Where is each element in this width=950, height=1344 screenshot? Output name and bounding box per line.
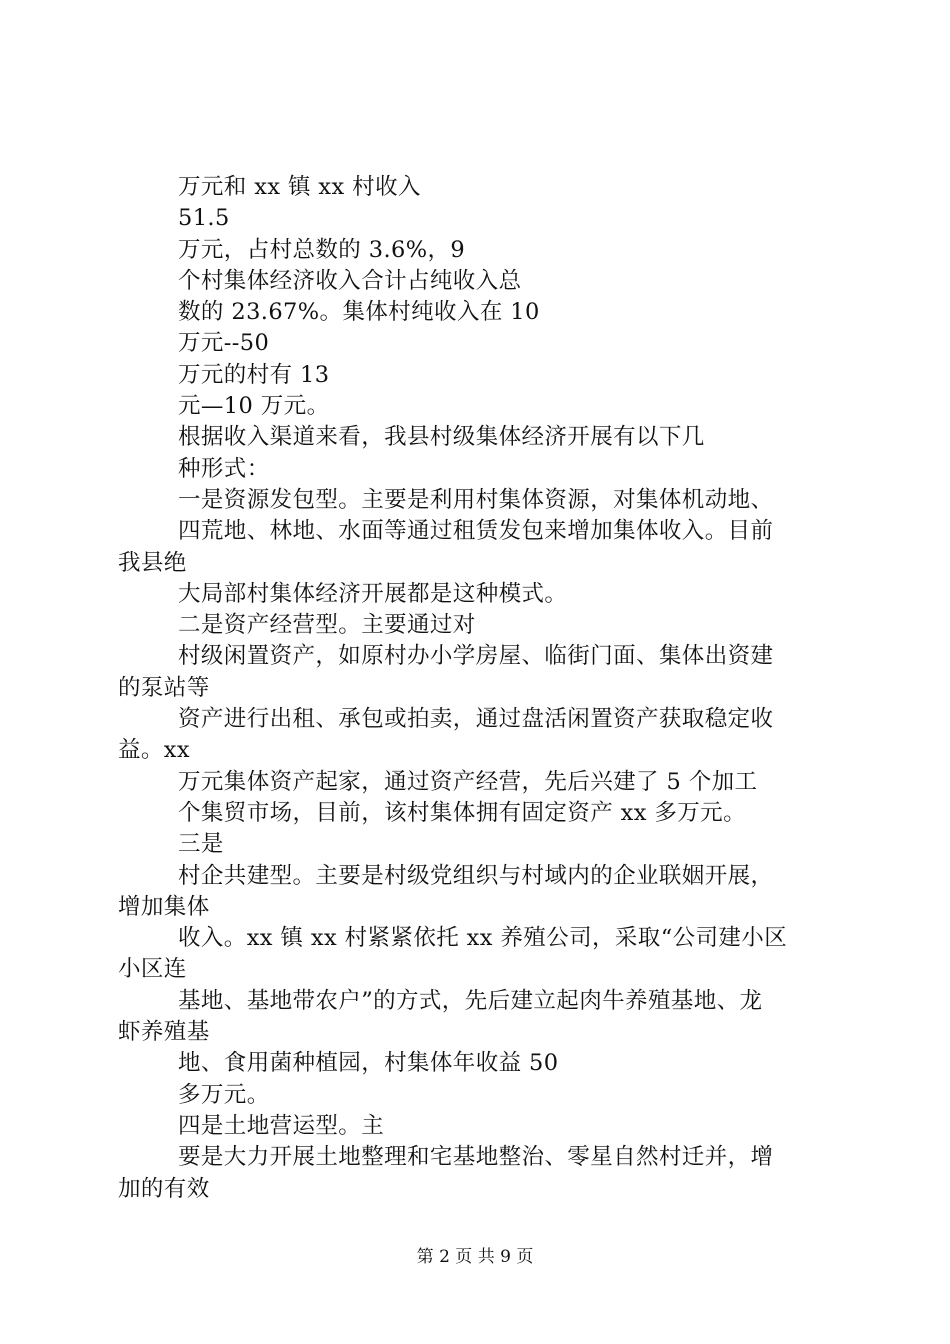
text-line: 个村集体经济收入合计占纯收入总 bbox=[178, 267, 522, 294]
text-line: 的泵站等 bbox=[118, 674, 210, 701]
text-line: 虾养殖基 bbox=[118, 1019, 210, 1046]
text-line: 多万元。 bbox=[178, 1081, 270, 1108]
text-line: 万元的村有 13 bbox=[178, 361, 330, 388]
text-line: 三是 bbox=[178, 831, 224, 858]
text-line: 万元集体资产起家，通过资产经营，先后兴建了 5 个加工 bbox=[178, 768, 758, 795]
text-line: 我县绝 bbox=[118, 549, 187, 576]
text-line: 增加集体 bbox=[118, 893, 210, 920]
text-line: 元—10 万元。 bbox=[178, 393, 330, 420]
text-line: 51.5 bbox=[178, 205, 230, 232]
text-line: 资产进行出租、承包或拍卖，通过盘活闲置资产获取稳定收 bbox=[178, 706, 774, 733]
text-line: 数的 23.67%。集体村纯收入在 10 bbox=[178, 299, 540, 326]
text-line: 四是土地营运型。主 bbox=[178, 1112, 385, 1139]
text-line: 个集贸市场，目前，该村集体拥有固定资产 xx 多万元。 bbox=[178, 799, 746, 826]
document-body bbox=[118, 172, 838, 1205]
text-line: 一是资源发包型。主要是利用村集体资源，对集体机动地、 bbox=[178, 486, 774, 513]
text-line: 万元--50 bbox=[178, 330, 270, 357]
text-line: 村企共建型。主要是村级党组织与村域内的企业联姻开展， bbox=[178, 862, 774, 889]
page-footer: 第 2 页 共 9 页 bbox=[416, 1247, 534, 1267]
text-line: 种形式： bbox=[178, 455, 270, 482]
text-line: 地、食用菌种植园，村集体年收益 50 bbox=[178, 1050, 559, 1077]
text-line: 基地、基地带农户”的方式，先后建立起肉牛养殖基地、龙 bbox=[178, 987, 763, 1014]
text-line: 万元和 xx 镇 xx 村收入 bbox=[178, 174, 421, 200]
text-line: 益。xx bbox=[118, 737, 190, 764]
text-line: 小区连 bbox=[118, 956, 187, 983]
text-line: 二是资产经营型。主要通过对 bbox=[178, 612, 476, 639]
text-line: 加的有效 bbox=[118, 1175, 210, 1202]
text-line: 根据收入渠道来看，我县村级集体经济开展有以下几 bbox=[178, 424, 705, 451]
text-line: 收入。xx 镇 xx 村紧紧依托 xx 养殖公司，采取“公司建小区 bbox=[178, 925, 788, 952]
text-line: 万元，占村总数的 3.6%，9 bbox=[178, 236, 466, 263]
text-line: 要是大力开展土地整理和宅基地整治、零星自然村迁并，增 bbox=[178, 1144, 774, 1171]
text-line: 四荒地、林地、水面等通过租赁发包来增加集体收入。目前 bbox=[178, 518, 774, 545]
text-line: 大局部村集体经济开展都是这种模式。 bbox=[178, 580, 568, 607]
text-line: 村级闲置资产，如原村办小学房屋、临街门面、集体出资建 bbox=[178, 643, 774, 670]
